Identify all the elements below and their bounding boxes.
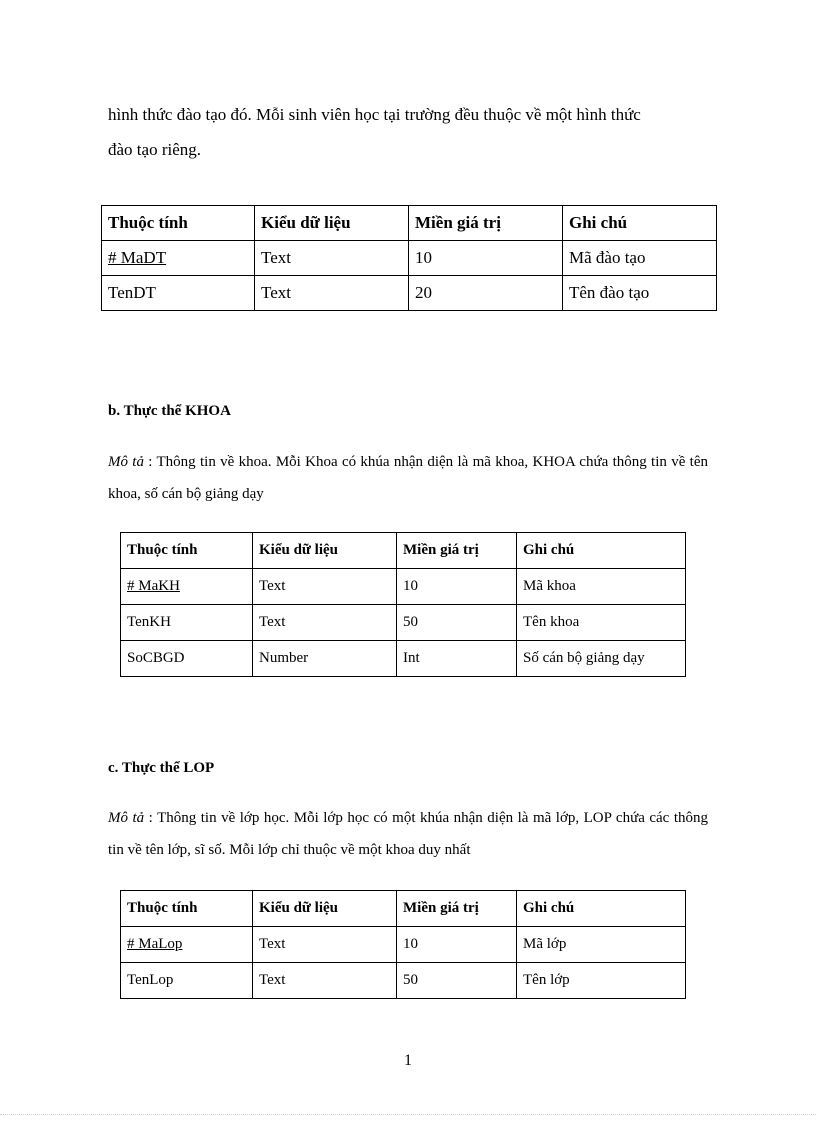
table-dao-tao	[101, 205, 717, 311]
table-cell: SoCBGD	[121, 641, 253, 677]
table-cell	[102, 241, 255, 276]
header-cell: Thuộc tính	[121, 891, 253, 927]
intro-line-1: hình thức đào tạo đó. Mỗi sinh viên học tại trường đều thuộc về một hình thức	[108, 105, 641, 124]
table-cell: TenLop	[121, 963, 253, 999]
table-cell: TenDT	[102, 276, 255, 311]
description-label: Mô tả	[108, 810, 145, 826]
table-lop	[120, 890, 686, 999]
header-cell: Ghi chú	[563, 206, 717, 241]
table-cell: Mã khoa	[517, 569, 686, 605]
table-cell: 10	[397, 569, 517, 605]
header-cell: Miền giá trị	[397, 533, 517, 569]
intro-line-2: đào tạo riêng.	[108, 140, 201, 159]
section-c-description	[108, 802, 708, 866]
table-row	[121, 927, 686, 963]
table-row	[121, 963, 686, 999]
table-cell: Số cán bộ giảng dạy	[517, 641, 686, 677]
table-cell: TenKH	[121, 605, 253, 641]
header-cell: Ghi chú	[517, 533, 686, 569]
header-cell: Miền giá trị	[397, 891, 517, 927]
table-cell	[121, 569, 253, 605]
table-row	[102, 276, 717, 311]
header-cell: Kiểu dữ liệu	[253, 891, 397, 927]
table-cell: 10	[409, 241, 563, 276]
intro-paragraph	[108, 97, 708, 167]
table-header-row	[102, 206, 717, 241]
table-cell: 20	[409, 276, 563, 311]
table-cell: Mã đào tạo	[563, 241, 717, 276]
table-cell: Text	[253, 927, 397, 963]
table-cell: Text	[253, 569, 397, 605]
table-cell: 10	[397, 927, 517, 963]
table-header-row	[121, 891, 686, 927]
table-cell: 50	[397, 605, 517, 641]
page-bottom-divider	[0, 1114, 816, 1115]
description-text: : Thông tin về khoa. Mỗi Khoa có khúa nhận diện là mã khoa, KHOA chứa thông tin về tên khoa, số cán bộ giảng dạy	[108, 454, 708, 502]
header-cell: Thuộc tính	[121, 533, 253, 569]
table-header-row	[121, 533, 686, 569]
table-row	[121, 569, 686, 605]
table-cell: Tên lớp	[517, 963, 686, 999]
table-cell: Number	[253, 641, 397, 677]
table-cell: 50	[397, 963, 517, 999]
section-b-heading	[108, 401, 231, 421]
header-cell: Kiểu dữ liệu	[255, 206, 409, 241]
table-cell: Tên đào tạo	[563, 276, 717, 311]
section-c-title: c. Thực thể LOP	[108, 760, 215, 776]
header-cell: Kiểu dữ liệu	[253, 533, 397, 569]
key-attribute: # MaDT	[108, 248, 167, 267]
table-cell: Text	[255, 241, 409, 276]
key-attribute: # MaKH	[127, 578, 180, 594]
table-cell: Int	[397, 641, 517, 677]
header-cell: Thuộc tính	[102, 206, 255, 241]
table-khoa	[120, 532, 686, 677]
section-c-heading	[108, 758, 214, 778]
table-cell: Tên khoa	[517, 605, 686, 641]
table-row	[102, 241, 717, 276]
header-cell: Ghi chú	[517, 891, 686, 927]
key-attribute: # MaLop	[127, 936, 183, 952]
table-cell: Mã lớp	[517, 927, 686, 963]
description-label: Mô tả	[108, 454, 144, 470]
table-cell	[121, 927, 253, 963]
table-cell: Text	[255, 276, 409, 311]
header-cell: Miền giá trị	[409, 206, 563, 241]
description-text: : Thông tin về lớp học. Mỗi lớp học có một khúa nhận diện là mã lớp, LOP chứa các thông tin về tên lớp, sĩ số. Mỗi lớp chỉ thuộc về một khoa duy nhất	[108, 810, 708, 858]
table-cell: Text	[253, 963, 397, 999]
page-number: 1	[404, 1052, 412, 1069]
section-b-description	[108, 446, 708, 510]
table-row	[121, 641, 686, 677]
section-b-title: b. Thực thể KHOA	[108, 403, 231, 419]
table-cell: Text	[253, 605, 397, 641]
table-row	[121, 605, 686, 641]
